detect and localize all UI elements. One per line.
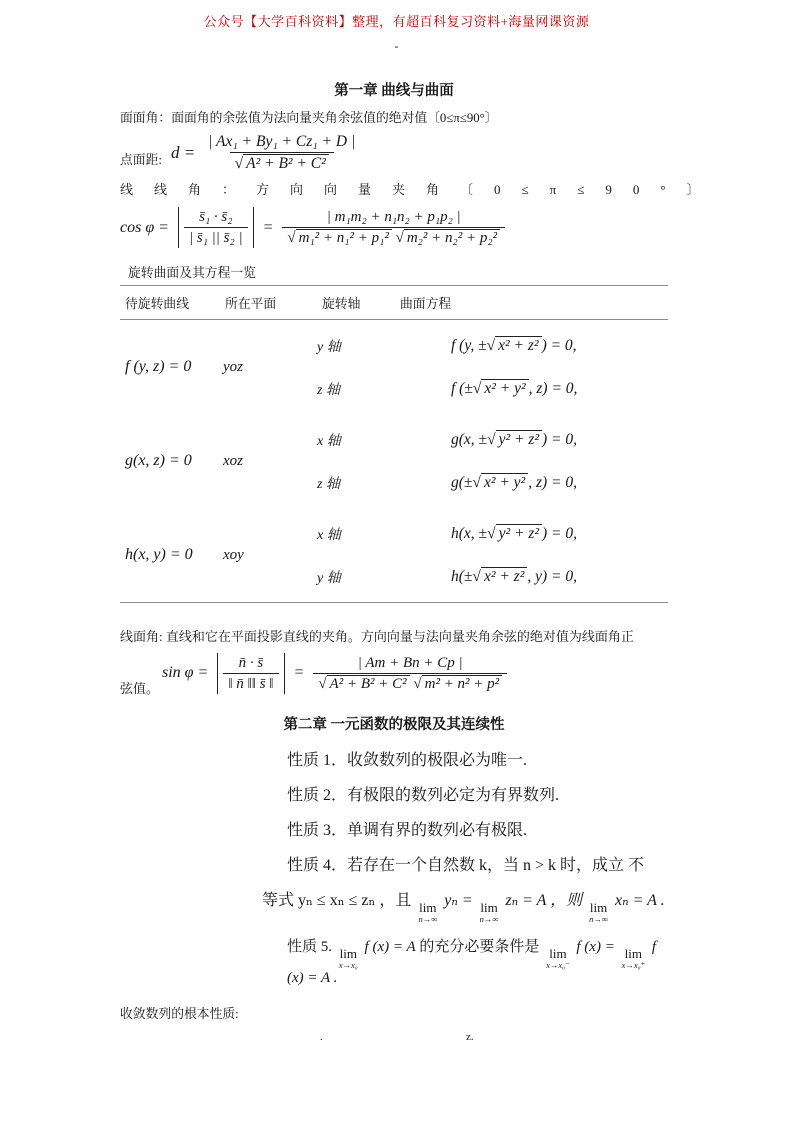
curve-cell: g(x, z) = 0 [125,452,192,470]
equals-sign: = [293,664,305,682]
point-plane-distance-label: 点面距: [120,153,162,168]
sin-frac2-denominator [313,673,507,693]
chapter2-title: 第二章 一元函数的极限及其连续性 [283,716,505,733]
sqrt-expression: √ x² + z² [487,336,542,354]
table-subrow [317,418,668,461]
limit-expression: lim x→x₀⁺ [621,946,646,971]
property-5: 性质 5. lim x→x₀ f (x) = A 的充分必要条件是 lim x→x₀⁻ f (x) = lim x→x₀⁺ f (x) = A . [287,939,656,986]
curve-cell: f (y, z) = 0 [125,358,192,376]
cos-frac2-numerator: | m₁m₂ + n₁n₂ + p₁p₂ | [326,209,461,226]
surface-equation: f (y, ±√ x² + z² ) = 0, [451,336,577,354]
absolute-value-bars [217,653,284,694]
axis-label: z 轴 [317,476,340,492]
sqrt-expression: √ A² + B² + C² [235,154,329,172]
table-subrow [317,512,668,555]
sqrt-expression: √ x² + y² [473,379,529,397]
radical-icon: √ [472,567,481,585]
plane-cell: xoy [223,546,244,563]
surface-equation: g(x, ±√ y² + z² ) = 0, [451,430,577,448]
header-dash: - [394,39,399,53]
limit-expression: lim x→x₀ [338,946,358,971]
radical-icon: √ [287,230,296,247]
table-row [120,508,668,602]
footer-dot: . [320,1031,323,1043]
axis-equation-cell [317,512,668,598]
limit-expression: lim x→x₀⁻ [546,946,570,971]
radical-icon: √ [318,675,327,692]
axis-label: x 轴 [317,527,341,543]
sqrt-expression: √ m² + n² + p² [413,675,502,692]
sqrt-expression: √ y² + z² [487,524,542,542]
axis-label: y 轴 [317,339,341,355]
distance-formula-lhs: d = [170,142,196,162]
radical-icon: √ [234,155,244,173]
face-face-angle-text: 面面角：面面角的余弦值为法向量夹角余弦值的绝对值〔0≤π≤90°〕 [120,111,498,125]
surface-equation: g(±√ x² + y² , z) = 0, [451,473,577,491]
table-subrow [317,367,668,410]
table-subrow [317,461,668,504]
sin-formula-lhs: sin φ = [162,664,209,682]
table-header-plane: 所在平面 [225,297,277,312]
sin-fraction-2 [313,654,507,693]
absolute-value-bars [178,207,254,248]
table-row [120,414,668,508]
sin-frac1-numerator: n̄ · s̄ [238,654,264,671]
chapter1-title: 第一章 曲线与曲面 [334,83,454,99]
cos-fraction-1 [184,208,248,247]
surface-equation: h(±√ x² + z² , y) = 0, [451,567,577,585]
cos-angle-formula [120,207,668,248]
curve-cell: h(x, y) = 0 [125,546,193,564]
distance-denominator [230,152,334,173]
property-1: 性质 1．收敛数列的极限必为唯一. [287,751,528,769]
plane-cell: yoz [223,358,243,375]
table-header-equation: 曲面方程 [400,297,452,312]
property-2: 性质 2．有极限的数列必定为有界数列. [287,786,560,804]
cos-formula-lhs: cos φ = [120,218,169,236]
rotation-surface-table [120,285,668,603]
page-content [0,79,793,1022]
line-line-angle-text: 线线角：方向向量夹角〔0≤π≤90°〕 [120,182,721,198]
sqrt-expression: √ m₁² + n₁² + p₁² [287,229,391,246]
surface-equation: h(x, ±√ y² + z² ) = 0, [451,524,577,542]
table-subrow [317,555,668,598]
limit-expression: lim n→∞ [479,899,499,924]
axis-label: x 轴 [317,433,341,449]
sqrt-expression: √ x² + z² [472,567,527,585]
radical-icon: √ [413,675,422,692]
limit-expression: lim n→∞ [418,899,438,924]
distance-formula [171,132,360,173]
axis-equation-cell [317,324,668,410]
sqrt-expression: √ y² + z² [487,430,542,448]
table-header-curve: 待旋转曲线 [125,297,189,312]
cos-frac1-denominator: | s̄₁ || s̄₂ | [184,227,248,247]
radical-icon: √ [486,336,496,354]
radical-icon: √ [487,430,496,448]
distance-fraction [203,132,360,173]
radical-icon: √ [487,524,496,542]
cos-fraction-2 [282,208,505,247]
surface-equation: f (±√ x² + y² , z) = 0, [451,379,578,397]
radical-icon: √ [472,473,481,491]
cos-frac1-numerator: s̄₁ · s̄₂ [199,209,233,226]
axis-label: y 轴 [317,570,341,586]
limit-expression: lim n→∞ [589,899,608,924]
property-4-line1: 性质 4．若存在一个自然数 k，当 n > k 时，成立 不 [287,856,645,874]
sqrt-expression: √ x² + y² [472,473,528,491]
radical-icon: √ [472,379,482,397]
table-header-row [120,286,668,320]
sqrt-expression: √ A² + B² + C² [318,675,409,692]
properties-list [262,747,668,987]
sin-fraction-1 [223,654,278,693]
cos-frac2-denominator [282,227,505,247]
property-3: 性质 3．单调有界的数列必有极限. [287,821,528,839]
plane-cell: xoz [223,452,243,469]
axis-label: z 轴 [317,382,340,398]
property-4-line2: 等式 yₙ ≤ xₙ ≤ zₙ ，且 lim n→∞ yₙ = lim n→∞ zₙ = A ，则 lim n→∞ xₙ = A . [262,891,665,924]
rotation-table-caption: 旋转曲面及其方程一览 [128,266,256,281]
point-plane-distance-block [120,132,668,173]
sqrt-expression: √ m₂² + n₂² + p₂² [396,229,500,246]
line-plane-angle-text: 线面角: 直线和它在平面投影直线的夹角。方向向量与法向量夹角余弦的绝对值为线面角正 [120,629,634,645]
table-header-axis: 旋转轴 [322,297,361,312]
radical-icon: √ [395,230,404,247]
table-row [120,320,668,414]
sin-frac1-denominator: ‖ n̄ ‖‖ s̄ ‖ [223,673,278,693]
footer-z-mark: z. [466,1031,474,1043]
axis-equation-cell [317,418,668,504]
line-plane-angle-text-tail: 弦值。 [120,680,160,696]
distance-numerator: | Ax₁ + By₁ + Cz₁ + D | [208,133,356,151]
table-subrow [317,324,668,367]
sin-frac2-numerator: | Am + Bn + Cp | [357,654,463,671]
header-banner: 公众号【大学百科资料】整理，有超百科复习资料+海量网课资源 [203,14,590,29]
convergent-sequence-heading: 收敛数列的根本性质: [120,1006,239,1021]
equals-sign: = [262,218,274,236]
